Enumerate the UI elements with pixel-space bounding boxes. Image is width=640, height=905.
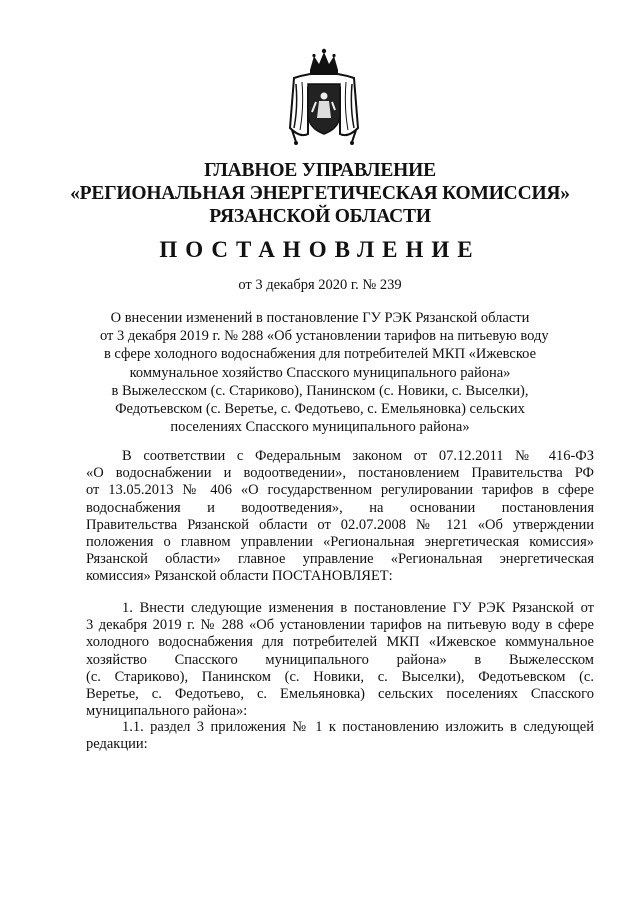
preamble-line: Рязанской области» главное управление «Региональная энергетическая — [86, 551, 594, 568]
item-1-line: (с. Стариково), Панинском (с. Новики, с. Выселки), Федотьевском (с. — [86, 668, 594, 685]
preamble-line: водоснабжения и водоотведения», на основании постановления — [86, 499, 594, 516]
preamble-line: положения о главном управлении «Региональная энергетическая комиссия» — [86, 534, 594, 551]
coat-of-arms-emblem — [288, 48, 360, 146]
item-1-1-line: редакции: — [86, 736, 148, 753]
subject-line: в Выжелесском (с. Стариково), Панинском (с. Новики, с. Выселки), — [111, 382, 529, 399]
subject-line: коммунальное хозяйство Спасского муниципального района» — [129, 364, 511, 381]
preamble-line: от 13.05.2013 № 406 «О государственном регулировании тарифов в сфере — [86, 482, 594, 499]
item-1-line: 3 декабря 2019 г. № 288 «Об установлении тарифов на питьевую воду в сфере — [86, 617, 594, 634]
authority-heading-line-1: ГЛАВНОЕ УПРАВЛЕНИЕ — [204, 160, 436, 181]
item-1-line: хозяйство Спасского муниципального района» в Выжелесском — [86, 651, 594, 668]
subject-line: поселениях Спасского муниципального района» — [170, 419, 470, 436]
preamble-line: «О водоснабжении и водоотведении», постановлением Правительства РФ — [86, 465, 594, 482]
document-title: ПОСТАНОВЛЕНИЕ — [159, 237, 481, 262]
subject-line: О внесении изменений в постановление ГУ РЭК Рязанской области — [110, 310, 530, 326]
item-1-paragraph — [86, 600, 594, 720]
preamble-line: комиссия» Рязанской области ПОСТАНОВЛЯЕТ: — [86, 568, 393, 585]
authority-heading-line-2: «РЕГИОНАЛЬНАЯ ЭНЕРГЕТИЧЕСКАЯ КОМИССИЯ» — [70, 183, 570, 204]
subject-line: в сфере холодного водоснабжения для потребителей МКП «Ижевское — [103, 346, 537, 363]
item-1-line: холодного водоснабжения для потребителей МКП «Ижевское коммунальное — [86, 634, 594, 651]
subject-line: Федотьевском (с. Веретье, с. Федотьево, с. Емельяновка) сельских — [115, 401, 525, 418]
item-1-line: муниципального района»: — [86, 703, 248, 720]
document-subject — [100, 309, 549, 436]
preamble-paragraph — [86, 448, 594, 586]
document-date-number: от 3 декабря 2020 г. № 239 — [238, 277, 402, 293]
preamble-line: Правительства Рязанской области от 02.07.2008 № 121 «Об утверждении — [86, 516, 594, 533]
item-1-1-paragraph — [86, 719, 594, 753]
preamble-line: В соответствии с Федеральным законом от 07.12.2011 № 416-ФЗ — [122, 448, 594, 464]
authority-heading-line-3: РЯЗАНСКОЙ ОБЛАСТИ — [209, 206, 431, 227]
item-1-1-line: 1.1. раздел 3 приложения № 1 к постановлению изложить в следующей — [122, 719, 594, 735]
item-1-line: Веретье, с. Федотьево, с. Емельяновка) сельских поселениях Спасского — [86, 686, 594, 703]
subject-line: от 3 декабря 2019 г. № 288 «Об установлении тарифов на питьевую воду — [100, 328, 549, 345]
item-1-line: 1. Внести следующие изменения в постановление ГУ РЭК Рязанской от — [122, 600, 594, 616]
